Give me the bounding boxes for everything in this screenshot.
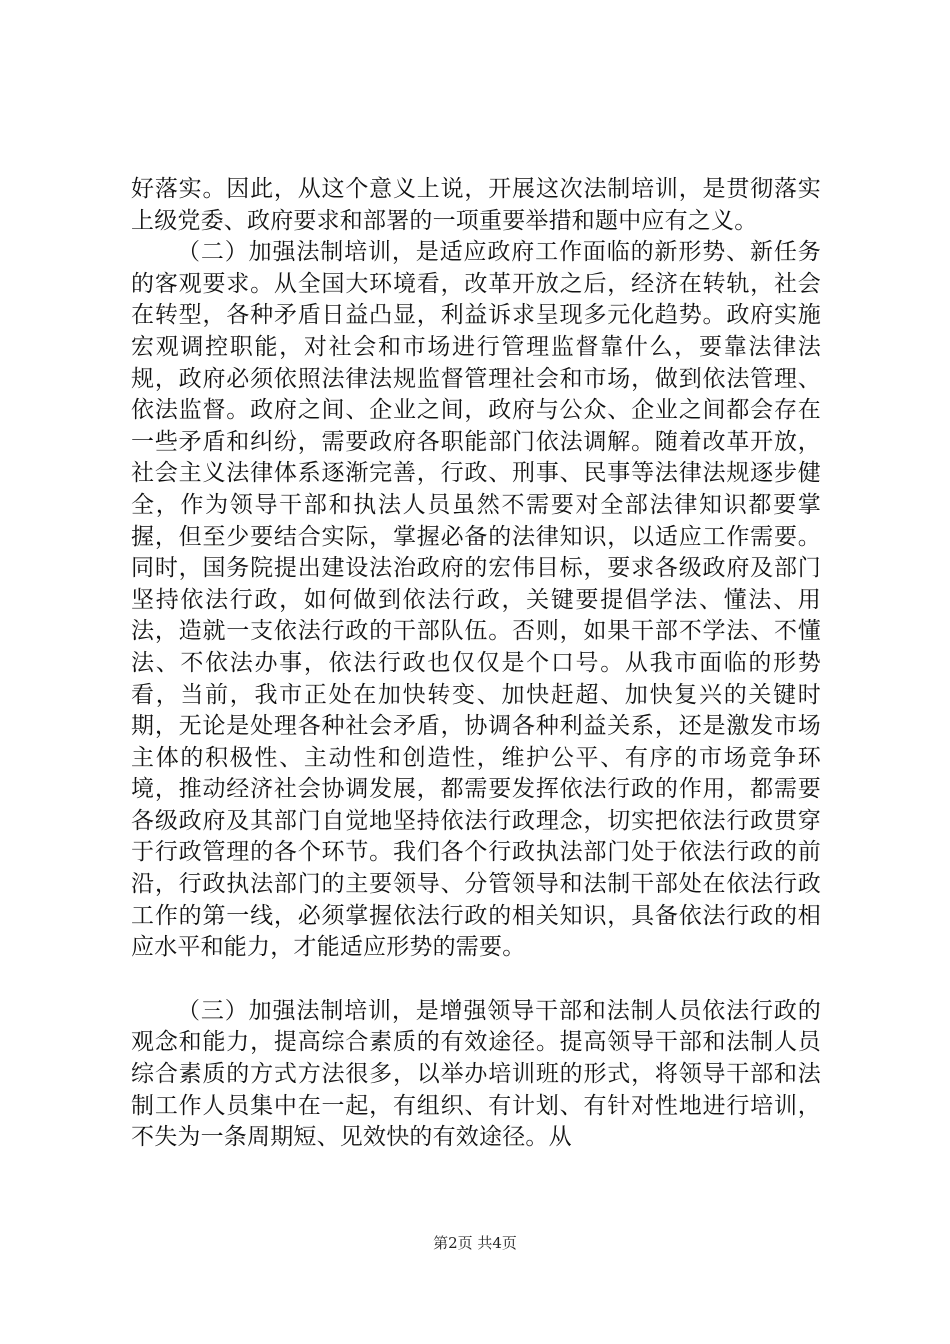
page-footer: 第2页 共4页 <box>433 1234 517 1252</box>
paragraph-continuation: 好落实。因此，从这个意义上说，开展这次法制培训，是贯彻落实上级党委、政府要求和部署的一项重要举措和题中应有之义。 <box>131 176 821 234</box>
document-body <box>131 174 821 1154</box>
paragraph-section-three: （三）加强法制培训，是增强领导干部和法制人员依法行政的观念和能力，提高综合素质的有效途径。提高领导干部和法制人员综合素质的方式方法很多，以举办培训班的形式，将领导干部和法制工作人员集中在一起，有组织、有计划、有针对性地进行培训，不失为一条周期短、见效快的有效途径。从 <box>131 997 821 1151</box>
paragraph-section-two: （二）加强法制培训，是适应政府工作面临的新形势、新任务的客观要求。从全国大环境看，改革开放之后，经济在转轨，社会在转型，各种矛盾日益凸显，利益诉求呈现多元化趋势。政府实施宏观调控职能，对社会和市场进行管理监督靠什么，要靠法律法规，政府必须依照法律法规监督管理社会和市场，做到依法管理、依法监督。政府之间、企业之间，政府与公众、企业之间都会存在一些矛盾和纠纷，需要政府各职能部门依法调解。随着改革开放，社会主义法律体系逐渐完善，行政、刑事、民事等法律法规逐步健全，作为领导干部和执法人员虽然不需要对全部法律知识都要掌握，但至少要结合实际，掌握必备的法律知识，以适应工作需要。同时，国务院提出建设法治政府的宏伟目标，要求各级政府及部门坚持依法行政，如何做到依法行政，关键要提倡学法、懂法、用法，造就一支依法行政的干部队伍。否则，如果干部不学法、不懂法、不依法办事，依法行政也仅仅是个口号。从我市面临的形势看，当前，我市正处在加快转变、加快赶超、加快复兴的关键时期，无论是处理各种社会矛盾，协调各种利益关系，还是激发市场主体的积极性、主动性和创造性，维护公平、有序的市场竞争环境，推动经济社会协调发展，都需要发挥依法行政的作用，都需要各级政府及其部门自觉地坚持依法行政理念，切实把依法行政贯穿于行政管理的各个环节。我们各个行政执法部门处于依法行政的前沿，行政执法部门的主要领导、分管领导和法制干部处在依法行政工作的第一线，必须掌握依法行政的相关知识，具备依法行政的相应水平和能力，才能适应形势的需要。 <box>131 239 821 961</box>
